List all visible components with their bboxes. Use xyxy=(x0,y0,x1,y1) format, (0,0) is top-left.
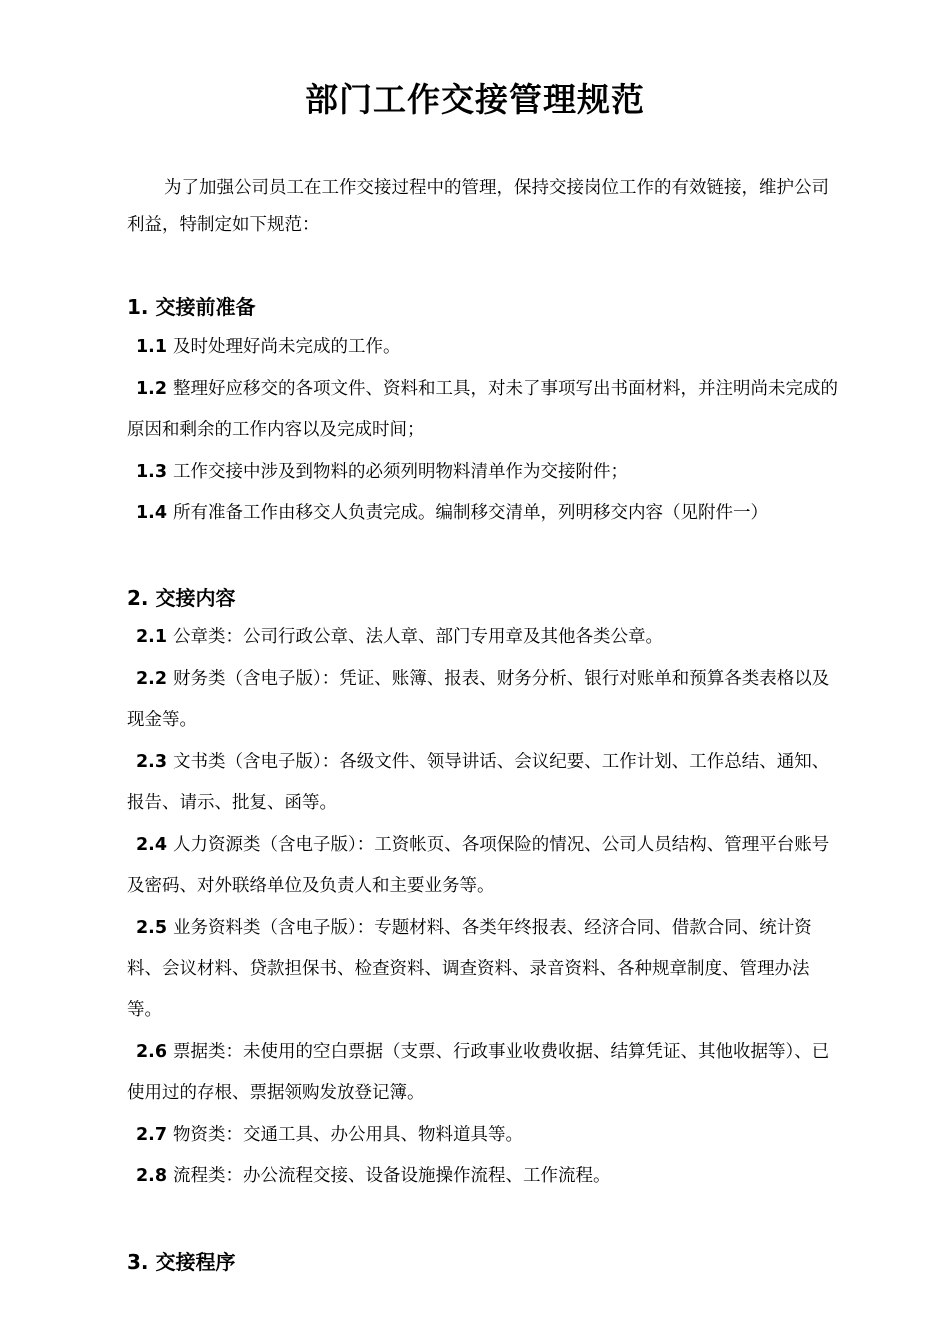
section-heading-2: 2. 交接内容 xyxy=(127,586,236,610)
item-number: 1.4 xyxy=(136,503,168,523)
item-number: 2.8 xyxy=(136,1166,168,1186)
item-text: 票据类：未使用的空白票据（支票、行政事业收费收据、结算凭证、其他收据等）、已使用过的存根、票据领购发放登记簿。 xyxy=(127,1042,830,1103)
section-heading-1: 1. 交接前准备 xyxy=(127,295,256,319)
item-text: 整理好应移交的各项文件、资料和工具，对未了事项写出书面材料，并注明尚未完成的原因和剩余的工作内容以及完成时间； xyxy=(127,379,839,440)
list-item xyxy=(127,659,839,741)
item-text: 业务资料类（含电子版）：专题材料、各类年终报表、经济合同、借款合同、统计资料、会议材料、贷款担保书、检查资料、调查资料、录音资料、各种规章制度、管理办法等。 xyxy=(127,918,812,1020)
item-number: 1.3 xyxy=(136,462,168,482)
list-item xyxy=(127,742,839,824)
list-item xyxy=(127,617,839,658)
item-number: 2.4 xyxy=(136,835,168,855)
item-number: 2.5 xyxy=(136,918,168,938)
list-item xyxy=(127,908,839,1031)
list-item xyxy=(127,825,839,907)
item-text: 公章类：公司行政公章、法人章、部门专用章及其他各类公章。 xyxy=(173,627,664,647)
list-item xyxy=(127,1115,839,1156)
document-title: 部门工作交接管理规范 xyxy=(305,80,645,119)
item-text: 及时处理好尚未完成的工作。 xyxy=(173,337,401,357)
item-text: 所有准备工作由移交人负责完成。编制移交清单，列明移交内容（见附件一） xyxy=(173,503,769,523)
item-number: 1.1 xyxy=(136,337,168,357)
item-text: 物资类：交通工具、办公用具、物料道具等。 xyxy=(173,1125,524,1145)
item-text: 财务类（含电子版）：凭证、账簿、报表、财务分析、银行对账单和预算各类表格以及现金等。 xyxy=(127,669,830,730)
item-number: 2.1 xyxy=(136,627,168,647)
item-number: 2.3 xyxy=(136,752,168,772)
item-text: 流程类：办公流程交接、设备设施操作流程、工作流程。 xyxy=(173,1166,611,1186)
item-text: 人力资源类（含电子版）：工资帐页、各项保险的情况、公司人员结构、管理平台账号及密码、对外联络单位及负责人和主要业务等。 xyxy=(127,835,830,896)
item-number: 2.2 xyxy=(136,669,168,689)
intro-paragraph: 为了加强公司员工在工作交接过程中的管理，保持交接岗位工作的有效链接，维护公司利益，特制定如下规范： xyxy=(127,178,829,235)
item-number: 1.2 xyxy=(136,379,168,399)
list-item xyxy=(127,327,839,368)
item-text: 工作交接中涉及到物料的必须列明物料清单作为交接附件； xyxy=(173,462,629,482)
section-heading-3: 3. 交接程序 xyxy=(127,1250,236,1274)
list-item xyxy=(127,493,839,534)
list-item xyxy=(127,452,839,493)
item-text: 文书类（含电子版）：各级文件、领导讲话、会议纪要、工作计划、工作总结、通知、报告、请示、批复、函等。 xyxy=(127,752,830,813)
item-number: 2.7 xyxy=(136,1125,168,1145)
list-item xyxy=(127,369,839,451)
item-number: 2.6 xyxy=(136,1042,168,1062)
list-item xyxy=(127,1156,839,1197)
list-item xyxy=(127,1032,839,1114)
